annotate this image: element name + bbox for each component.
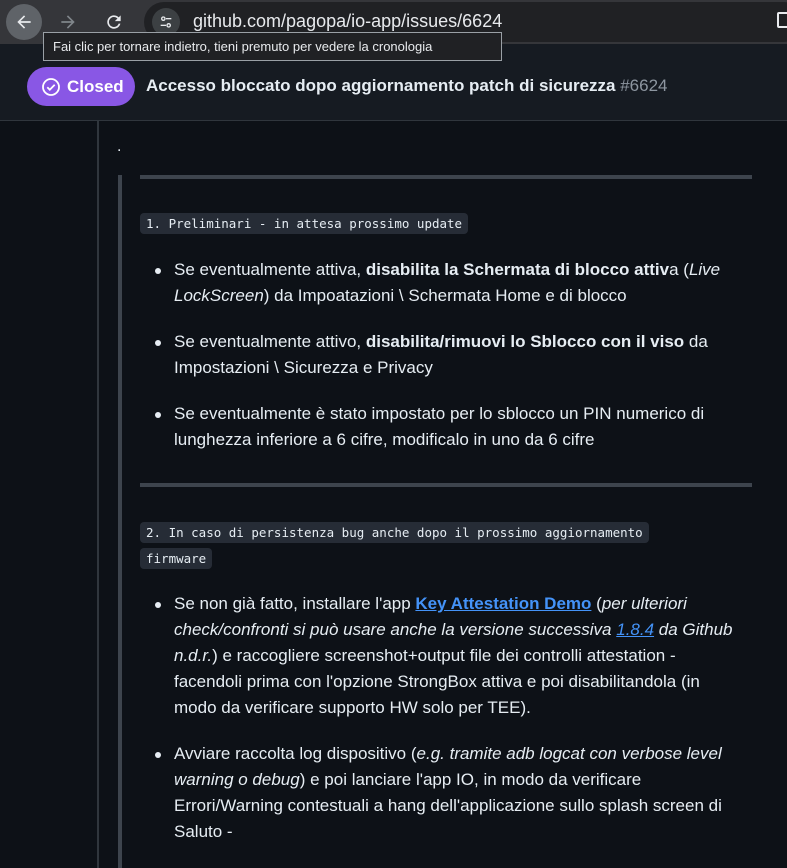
list-item: Avviare raccolta log dispositivo (e.g. tramite adb logcat con verbose level warning o debug) e poi lanciare l'app IO, in modo da verificare Errori/Warning contestuali a hang dell'applicazione sullo splash screen di Saluto -	[174, 741, 744, 845]
back-tooltip: Fai clic per tornare indietro, tieni premuto per vedere la cronologia	[43, 32, 502, 61]
reload-icon	[104, 12, 124, 32]
section2-heading-code-cont: firmware	[140, 548, 212, 569]
section1-list	[174, 257, 744, 473]
check-circle-icon	[41, 77, 61, 97]
version-link[interactable]: 1.8.4	[616, 620, 655, 639]
divider	[140, 483, 752, 487]
blockquote-bar	[118, 175, 122, 868]
list-item: Se eventualmente attivo, disabilita/rimuovi lo Sblocco con il viso da Impostazioni \ Sicurezza e Privacy	[174, 329, 744, 381]
back-button[interactable]	[6, 4, 42, 40]
arrow-left-icon	[14, 12, 34, 32]
body-text: .	[117, 138, 122, 155]
tune-icon	[158, 14, 174, 30]
arrow-right-icon	[58, 12, 78, 32]
section1-heading-code: 1. Preliminari - in attesa prossimo update	[140, 213, 468, 234]
page-title	[146, 76, 668, 96]
list-item: Se eventualmente attiva, disabilita la Schermata di blocco attiva (Live LockScreen) da Impoatazioni \ Schermata Home e di blocco	[174, 257, 744, 309]
timeline-line	[97, 121, 99, 868]
issue-number: #6624	[620, 76, 668, 95]
status-badge	[27, 67, 135, 106]
status-label: Closed	[67, 76, 124, 96]
section2-list	[174, 591, 744, 865]
key-attestation-link[interactable]: Key Attestation Demo	[415, 594, 592, 613]
sidepanel-icon[interactable]	[777, 12, 787, 28]
issue-title-text: Accesso bloccato dopo aggiornamento patch di sicurezza	[146, 76, 616, 95]
list-item: Se non già fatto, installare l'app Key Attestation Demo (per ulteriori check/confronti si può usare anche la versione successiva 1.8.4 da Github n.d.r.) e raccogliere screenshot+output file dei controlli attestation - facendoli prima con l'opzione StrongBox attiva e poi disabilitandola (in modo da verificare supporto HW solo per TEE).	[174, 591, 744, 721]
url-text[interactable]: github.com/pagopa/io-app/issues/6624	[193, 11, 503, 31]
divider	[140, 175, 752, 179]
section2-heading-code: 2. In caso di persistenza bug anche dopo il prossimo aggiornamento	[140, 522, 649, 543]
list-item: Se eventualmente è stato impostato per lo sblocco un PIN numerico di lunghezza inferiore a 6 cifre, modificalo in uno da 6 cifre	[174, 401, 744, 453]
